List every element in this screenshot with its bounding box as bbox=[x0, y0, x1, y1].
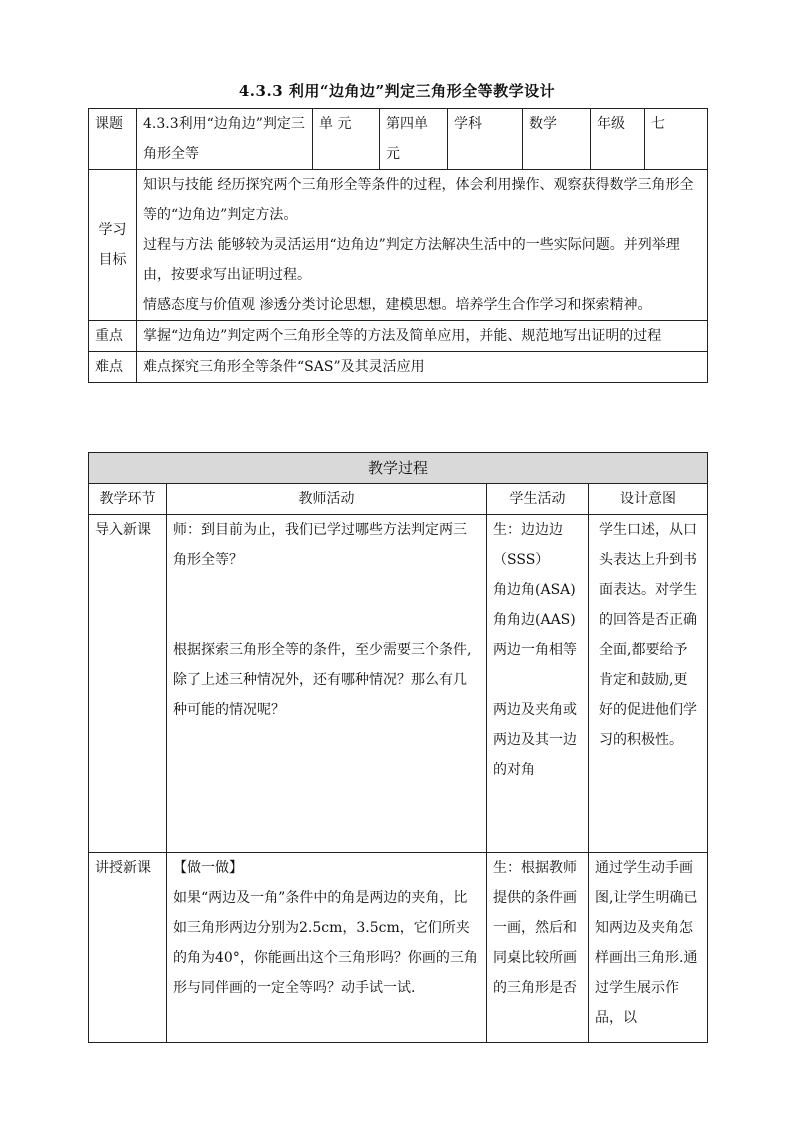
topic-row bbox=[89, 109, 708, 170]
col-teacher-header: 教师活动 bbox=[167, 484, 487, 515]
col-stage-header: 教学环节 bbox=[89, 484, 167, 515]
goal-knowledge: 知识与技能 经历探究两个三角形全等条件的过程，体会利用操作、观察获得数学三角形全等的“边角边”判定方法。 bbox=[143, 177, 694, 223]
process-header: 教学过程 bbox=[89, 453, 708, 484]
topic-label: 课题 bbox=[89, 109, 137, 170]
student-text: 两边及夹角或两边及其一边的对角 bbox=[493, 702, 577, 778]
teacher-text: 如果“两边及一角”条件中的角是两边的夹角，比如三角形两边分别为2.5cm，3.5cm，它们所夹的角为40°，你能画出这个三角形吗？你画的三角形与同伴画的一定全等吗？动手试一试. bbox=[173, 890, 478, 996]
difficulty-label: 难点 bbox=[89, 352, 137, 383]
student-cell bbox=[487, 853, 589, 1043]
unit-label: 单 元 bbox=[313, 109, 380, 170]
table-row bbox=[89, 853, 708, 1043]
stage-cell: 讲授新课 bbox=[89, 853, 167, 1043]
goals-label: 学习目标 bbox=[89, 170, 137, 321]
document-title: 4.3.3 利用“边角边”判定三角形全等教学设计 bbox=[238, 82, 556, 100]
grade-value: 七 bbox=[645, 109, 708, 170]
course-info-table bbox=[88, 108, 708, 383]
col-student-header: 学生活动 bbox=[487, 484, 589, 515]
student-text: 两边一角相等 bbox=[493, 642, 577, 658]
key-label: 重点 bbox=[89, 321, 137, 352]
topic-value: 4.3.3利用“边角边”判定三角形全等 bbox=[137, 109, 313, 170]
teacher-text: 根据探索三角形全等的条件，至少需要三个条件,除了上述三种情况外，还有哪种情况？那么有几种可能的情况呢？ bbox=[173, 642, 472, 718]
teacher-cell bbox=[167, 515, 487, 853]
student-cell bbox=[487, 515, 589, 853]
unit-value: 第四单元 bbox=[380, 109, 448, 170]
teacher-text: 师：到目前为止，我们已学过哪些方法判定两三角形全等？ bbox=[173, 522, 467, 568]
student-text: 角边角(ASA) bbox=[493, 582, 576, 598]
goals-content bbox=[137, 170, 708, 321]
student-text: 角角边(AAS) bbox=[493, 612, 576, 628]
difficulty-value: 难点探究三角形全等条件“SAS”及其灵活应用 bbox=[137, 352, 708, 383]
goal-process: 过程与方法 能够较为灵活运用“边角边”判定方法解决生活中的一些实际问题。并列举理由，按要求写出证明过程。 bbox=[143, 237, 680, 283]
student-text: 生：边边边（SSS） bbox=[493, 522, 563, 568]
key-row bbox=[89, 321, 708, 352]
grade-label: 年级 bbox=[591, 109, 645, 170]
subject-value: 数学 bbox=[523, 109, 591, 170]
teacher-text: 【做一做】 bbox=[173, 860, 243, 876]
intent-cell: 学生口述，从口头表达上升到书面表达。对学生的回答是否正确全面,都要给予肯定和鼓励,更好的促进他们学习的积极性。 bbox=[589, 515, 708, 853]
student-text: 生：根据教师提供的条件画一画，然后和同桌比较所画的三角形是否 bbox=[493, 860, 577, 996]
difficulty-row bbox=[89, 352, 708, 383]
intent-cell: 通过学生动手画图,让学生明确已知两边及夹角怎样画出三角形.通过学生展示作品，以 bbox=[589, 853, 708, 1043]
goal-attitude: 情感态度与价值观 渗透分类讨论思想，建模思想。培养学生合作学习和探索精神。 bbox=[143, 297, 652, 313]
teacher-cell bbox=[167, 853, 487, 1043]
column-header-row bbox=[89, 484, 708, 515]
teaching-process-table bbox=[88, 452, 708, 1043]
process-header-row bbox=[89, 453, 708, 484]
col-intent-header: 设计意图 bbox=[589, 484, 708, 515]
subject-label: 学科 bbox=[448, 109, 523, 170]
key-value: 掌握“边角边”判定两个三角形全等的方法及简单应用，并能、规范地写出证明的过程 bbox=[137, 321, 708, 352]
table-row bbox=[89, 515, 708, 853]
goals-row bbox=[89, 170, 708, 321]
stage-cell: 导入新课 bbox=[89, 515, 167, 853]
